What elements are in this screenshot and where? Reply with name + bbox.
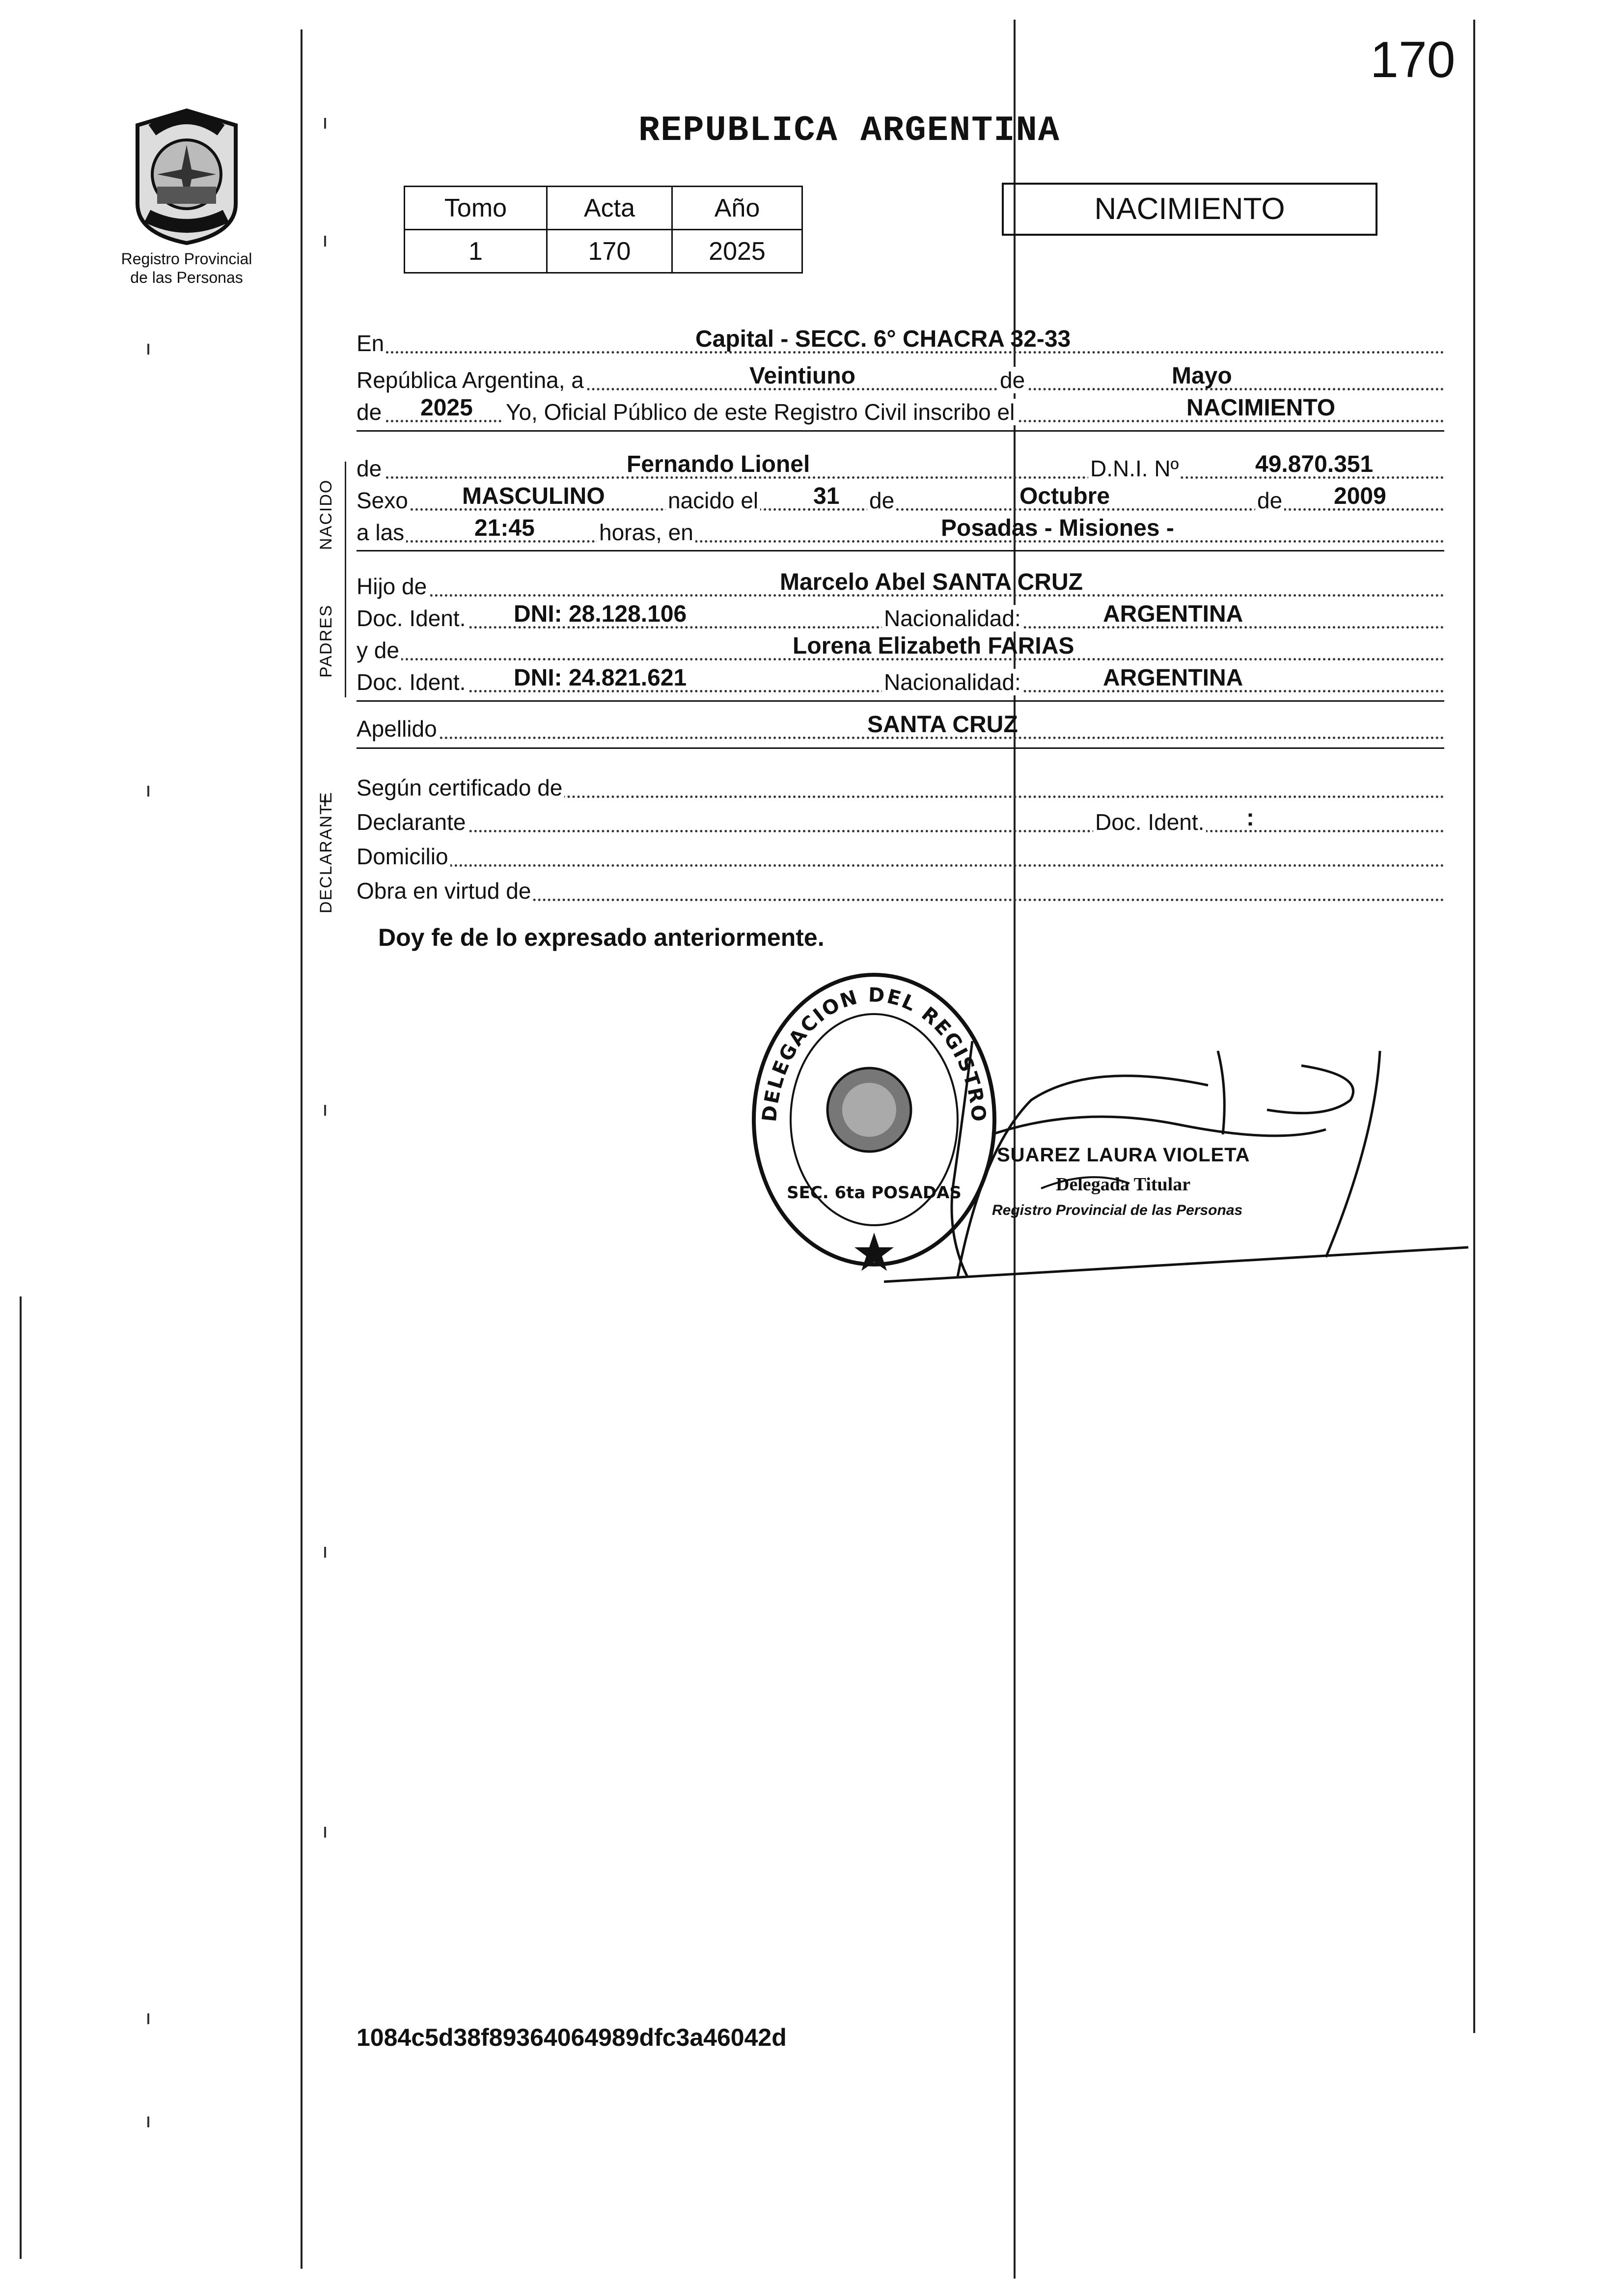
value-madre-doc: DNI: 24.821.621: [514, 665, 687, 691]
margin-tick: [324, 1547, 326, 1558]
label-de-anio-nac: de: [1255, 487, 1284, 514]
label-docident: Doc. Ident.: [357, 669, 468, 695]
stamp-inner-text: SEC. 6ta POSADAS: [787, 1183, 962, 1203]
row-anio-oficial: [357, 395, 1444, 428]
row-domicilio: [357, 842, 1444, 873]
row-republica: [357, 363, 1444, 396]
row-nombre: [357, 451, 1444, 485]
registry-value-row: [405, 230, 802, 273]
value-madre: Lorena Elizabeth FARIAS: [793, 633, 1074, 659]
dotted-line: [357, 830, 1444, 832]
row-segun: [357, 773, 1444, 804]
value-anio: 2025: [672, 230, 802, 273]
separator-line: [357, 747, 1444, 749]
right-margin-rule: [1473, 20, 1475, 2033]
document-hash: 1084c5d38f89364064989dfc3a46042d: [357, 2024, 787, 2051]
row-hora: [357, 515, 1444, 549]
margin-tick: [147, 786, 149, 797]
signatory-role: Delegada Titular: [1056, 1174, 1191, 1195]
label-nacido: nacido el: [666, 487, 760, 514]
label-de: de: [998, 367, 1027, 393]
label-hijo: Hijo de: [357, 573, 429, 600]
value-madre-nac: ARGENTINA: [1103, 665, 1243, 691]
value-mes: Mayo: [1172, 363, 1232, 389]
label-de-nombre: de: [357, 455, 384, 482]
value-nacido-anio: 2009: [1334, 483, 1386, 509]
label-horas: horas, en: [597, 519, 695, 546]
label-segun: Según certificado de: [357, 774, 564, 801]
form-left-rule: [345, 462, 346, 697]
value-padre: Marcelo Abel SANTA CRUZ: [780, 569, 1083, 595]
row-sexo: [357, 483, 1444, 517]
label-dni: D.N.I. Nº: [1088, 455, 1181, 482]
value-acta: 170: [547, 230, 672, 273]
value-nacido-dia: 31: [813, 483, 840, 509]
label-docident: Doc. Ident.: [357, 605, 468, 632]
value-lugar-inscripcion: Capital - SECC. 6° CHACRA 32-33: [695, 326, 1071, 352]
label-sexo: Sexo: [357, 487, 410, 514]
label-declarante: Declarante: [357, 809, 468, 835]
side-label-declarante: DECLARANTE: [317, 791, 335, 913]
label-oficial: Yo, Oficial Público de este Registro Civil inscribo el: [504, 399, 1017, 425]
value-dia: Veintiuno: [749, 363, 855, 389]
separator-line: [357, 550, 1444, 551]
value-padre-doc: DNI: 28.128.106: [514, 601, 687, 627]
value-hora: 21:45: [474, 515, 535, 541]
label-domicilio: Domicilio: [357, 843, 450, 870]
page-title: REPUBLICA ARGENTINA: [638, 110, 1060, 151]
label-docident2: Doc. Ident.: [1093, 809, 1206, 835]
stamp-outer-text: DELEGACION DEL REGISTRO: [758, 984, 991, 1124]
dotted-line: [357, 864, 1444, 867]
value-anio-inscripcion: 2025: [420, 395, 473, 421]
value-apellido: SANTA CRUZ: [867, 712, 1018, 738]
registry-table: [404, 186, 803, 274]
row-madre-doc: [357, 665, 1444, 698]
label-obra: Obra en virtud de: [357, 878, 533, 904]
value-sexo: MASCULINO: [462, 483, 605, 509]
margin-tick: [324, 236, 326, 247]
value-nacido-mes: Octubre: [1019, 483, 1110, 509]
act-type-box: NACIMIENTO: [1002, 183, 1377, 236]
margin-tick: [324, 1827, 326, 1838]
left-margin-rule: [301, 29, 303, 2269]
label-apellido: Apellido: [357, 715, 439, 742]
outer-left-mark: [20, 1296, 22, 2259]
row-padre-doc: [357, 601, 1444, 634]
label-alas: a las: [357, 519, 406, 546]
value-lugar-nac: Posadas - Misiones -: [941, 515, 1174, 541]
label-de-anio: de: [357, 399, 384, 425]
margin-tick: [324, 1105, 326, 1116]
separator-line: [357, 430, 1444, 432]
margin-tick: [324, 118, 326, 129]
logo-caption-line: Registro Provincial: [121, 250, 252, 268]
label-en: En: [357, 330, 386, 357]
row-apellido: [357, 712, 1444, 745]
row-en: [357, 326, 1444, 359]
signatory-name: SUAREZ LAURA VIOLETA: [997, 1144, 1250, 1166]
value-declarante-doc: :: [1246, 805, 1254, 831]
signatory-org: Registro Provincial de las Personas: [992, 1202, 1243, 1218]
value-padre-nac: ARGENTINA: [1103, 601, 1243, 627]
header-acta: Acta: [547, 187, 672, 230]
page-number: 170: [1370, 31, 1456, 88]
label-nacionalidad: Nacionalidad:: [882, 605, 1023, 632]
logo-caption: [88, 249, 285, 287]
separator-line: [357, 700, 1444, 702]
label-de-mes: de: [867, 487, 896, 514]
margin-tick: [147, 2013, 149, 2024]
closing-statement: Doy fe de lo expresado anteriormente.: [378, 924, 825, 951]
row-madre: [357, 633, 1444, 666]
row-obra: [357, 877, 1444, 907]
margin-tick: [147, 2117, 149, 2127]
label-yde: y de: [357, 637, 401, 663]
value-dni: 49.870.351: [1255, 451, 1374, 477]
value-nombre: Fernando Lionel: [627, 451, 810, 477]
registry-header-row: [405, 187, 802, 230]
province-logo: [113, 101, 260, 248]
margin-tick: [147, 344, 149, 355]
side-label-nacido: NACIDO: [317, 479, 335, 550]
value-tomo: 1: [405, 230, 547, 273]
label-republica: República Argentina, a: [357, 367, 586, 393]
header-tomo: Tomo: [405, 187, 547, 230]
row-declarante: [357, 805, 1444, 838]
side-label-padres: PADRES: [317, 604, 335, 678]
row-padre: [357, 569, 1444, 603]
header-anio: Año: [672, 187, 802, 230]
value-inscribo: NACIMIENTO: [1186, 395, 1336, 421]
label-nacionalidad: Nacionalidad:: [882, 669, 1023, 695]
logo-caption-line: de las Personas: [130, 269, 243, 286]
